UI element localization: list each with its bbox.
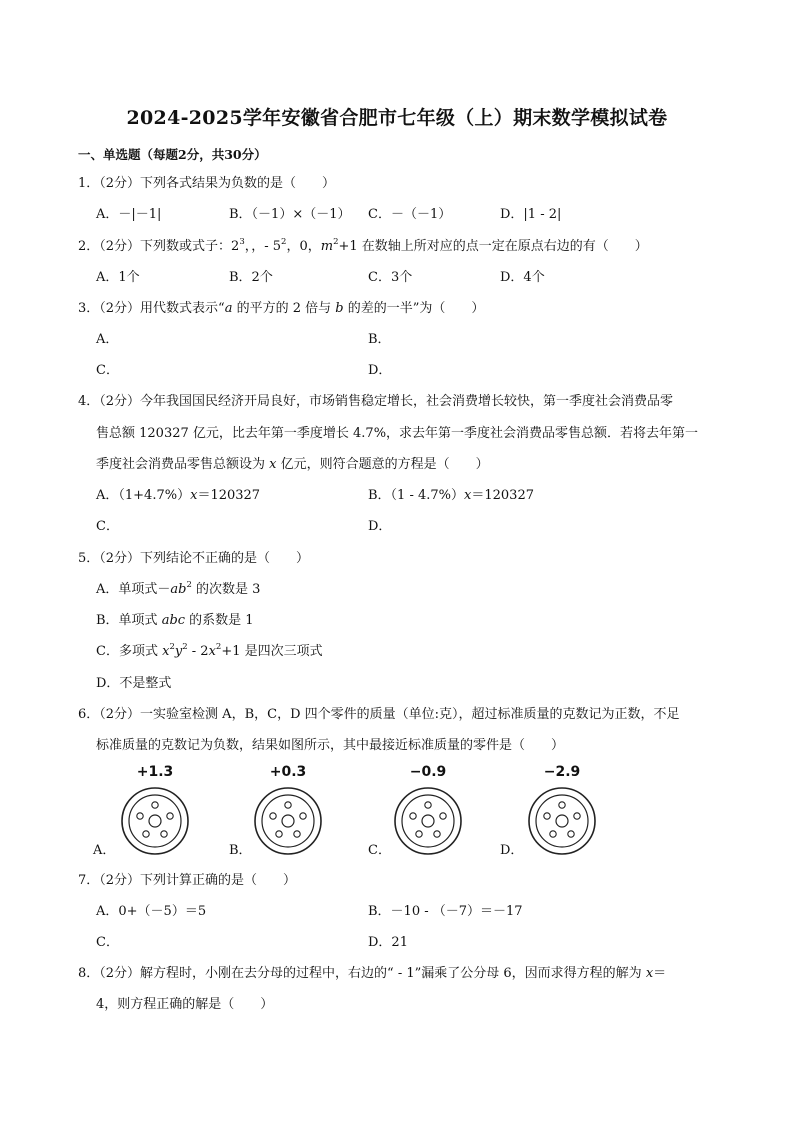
question-7-stem: 7．（2分）下列计算正确的是（ ） [78, 873, 297, 888]
question-2-stem: 2．（2分）下列数或式子：$2^3$，，- $5^2$，0，$m^2+1$ 在数轴上所对应的点一定在原点右边的有（ ） [78, 237, 648, 254]
question-5-option-b: B．单项式 abc 的系数是 1 [96, 613, 254, 628]
part-figure-c [393, 764, 463, 858]
question-4-option-d: D． [368, 519, 392, 534]
question-2-option-d: D．4个 [500, 270, 545, 285]
part-d-mass-label: −2.9 [543, 764, 581, 780]
question-2-option-b: B．2个 [229, 270, 273, 285]
question-1-option-c: C．－（－1） [368, 207, 452, 222]
question-3-option-b: B． [368, 332, 391, 347]
question-1-option-b: B．（－1）×（－1） [229, 207, 351, 222]
part-b-disc-icon [253, 786, 323, 856]
question-7-option-b: B．－10 - （－7）＝－17 [368, 904, 523, 919]
question-4-line-3: 季度社会消费品零售总额设为 x 亿元，则符合题意的方程是（ ） [96, 457, 489, 472]
question-5-option-d: D．不是整式 [96, 676, 172, 691]
question-5-option-a: A．单项式$-ab^2$ 的次数是 3 [96, 580, 261, 597]
question-5-stem: 5．（2分）下列结论不正确的是（ ） [78, 551, 310, 566]
part-c-disc-icon [393, 786, 463, 856]
question-1-stem: 1．（2分）下列各式结果为负数的是（ ） [78, 176, 336, 191]
part-figure-a [120, 764, 190, 858]
question-6-option-d: D． [500, 843, 524, 858]
question-1-option-d: D．|1 - 2| [500, 207, 562, 222]
question-6-option-b: B． [229, 843, 252, 858]
question-6-option-a: A． [93, 843, 116, 858]
page-title: 2024-2025学年安徽省合肥市七年级（上）期末数学模拟试卷 [126, 107, 668, 129]
question-4-line-2: 售总额 120327 亿元，比去年第一季度增长 4.7%，求去年第一季度社会消费品零售总额．若将去年第一 [96, 426, 699, 441]
question-3-option-c: C． [96, 363, 119, 378]
part-c-mass-label: −0.9 [409, 764, 447, 780]
question-7-option-c: C． [96, 935, 119, 950]
part-b-mass-label: +0.3 [269, 764, 307, 780]
question-3-option-d: D． [368, 363, 392, 378]
question-6-line-2: 标准质量的克数记为负数，结果如图所示，其中最接近标准质量的零件是（ ） [96, 738, 565, 753]
question-4-line-1: 4．（2分）今年我国国民经济开局良好，市场销售稳定增长，社会消费增长较快，第一季度社会消费品零 [78, 394, 674, 409]
part-figure-b [253, 764, 323, 858]
question-7-option-a: A．0+（－5）＝5 [96, 904, 207, 919]
section-heading: 一、单选题（每题2分，共30分） [78, 147, 267, 162]
question-3-stem: 3．（2分）用代数式表示“a 的平方的 2 倍与 b 的差的一半”为（ ） [78, 301, 485, 316]
question-6-option-c: C． [368, 843, 391, 858]
question-2-option-c: C．3个 [368, 270, 413, 285]
part-a-disc-icon [120, 786, 190, 856]
question-4-option-c: C． [96, 519, 119, 534]
question-5-option-c: C．多项式 $x^2y^2 - 2x^2+1$ 是四次三项式 [96, 642, 323, 659]
part-d-disc-icon [527, 786, 597, 856]
question-1-option-a: A．－|－1| [96, 207, 162, 222]
question-8-line-2: 4，则方程正确的解是（ ） [96, 997, 274, 1012]
part-figure-d [527, 764, 597, 858]
question-3-option-a: A． [96, 332, 119, 347]
question-8-line-1: 8．（2分）解方程时，小刚在去分母的过程中，右边的“ - 1”漏乘了公分母 6，因而求得方程的解为 x＝ [78, 966, 667, 981]
part-a-mass-label: +1.3 [136, 764, 174, 780]
question-4-option-b: B．（1 - 4.7%）x＝120327 [368, 488, 534, 503]
question-2-option-a: A．1个 [96, 270, 140, 285]
question-7-option-d: D．21 [368, 935, 408, 950]
question-6-line-1: 6．（2分）一实验室检测 A，B，C，D 四个零件的质量（单位:克），超过标准质量的克数记为正数，不足 [78, 707, 680, 722]
question-4-option-a: A．（1+4.7%）x＝120327 [96, 488, 261, 503]
